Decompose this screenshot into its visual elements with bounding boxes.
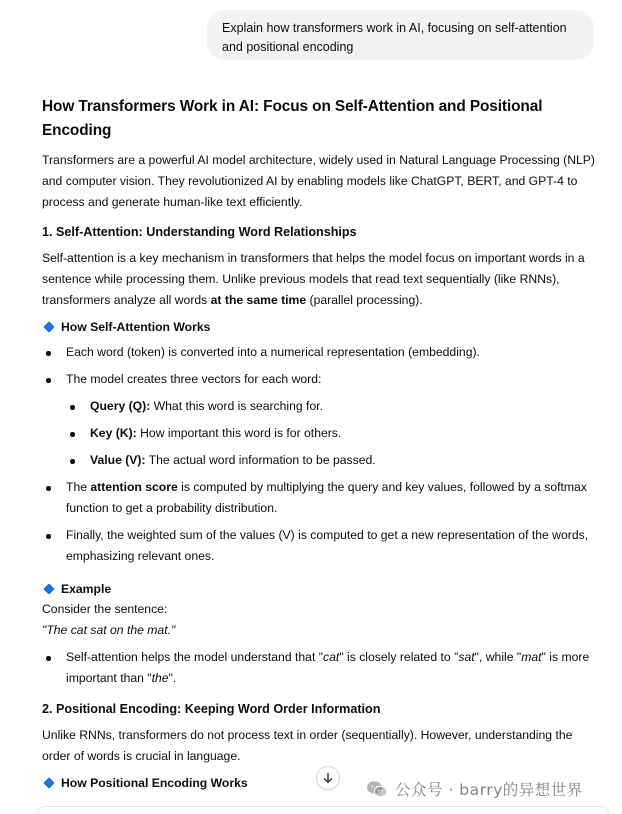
list-item-query: Query (Q): What this word is searching for. [66, 396, 598, 417]
list-item: The model creates three vectors for each word: Query (Q): What this word is searching for. Key (K): How important this word is for others. Value (V): The actual word information to be passed. [42, 369, 598, 471]
arrow-down-icon [322, 772, 334, 784]
user-message-text: Explain how transformers work in AI, focusing on self-attention and positional encoding [222, 21, 567, 54]
list-item: Finally, the weighted sum of the values (V) is computed to get a new representation of the words, emphasizing relevant ones. [42, 525, 598, 567]
section2-paragraph: Unlike RNNs, transformers do not process text in order (sequentially). However, understanding the order of words is crucial in language. [42, 728, 573, 763]
example-intro: Consider the sentence: [42, 602, 168, 616]
how-positional-encoding-heading: How Positional Encoding Works [42, 773, 598, 793]
section1-heading: 1. Self-Attention: Understanding Word Relationships [42, 225, 357, 239]
section1-paragraph: Self-attention is a key mechanism in transformers that helps the model focus on important words in a sentence while processing them. Unlike previous models that read text sequentially (like RNNs), transformers analyze all words at the same time (parallel processing). [42, 251, 585, 307]
intro-paragraph: Transformers are a powerful AI model architecture, widely used in Natural Language Processing (NLP) and computer vision. They revolutionized AI by enabling models like ChatGPT, BERT, and GPT-4 to process and generate human-like text efficiently. [42, 153, 595, 209]
list-item: The attention score is computed by multiplying the query and key values, followed by a softmax function to get a probability distribution. [42, 477, 598, 519]
self-attention-steps-list [42, 342, 598, 567]
watermark [366, 776, 583, 802]
user-message-bubble [207, 10, 594, 60]
qkv-sublist [66, 396, 598, 471]
watermark-text: 公众号 · barry的异想世界 [395, 781, 583, 799]
blue-diamond-icon [43, 583, 54, 594]
list-item: Each word (token) is converted into a numerical representation (embedding). [42, 342, 598, 363]
section2-heading: 2. Positional Encoding: Keeping Word Order Information [42, 702, 381, 716]
blue-diamond-icon [43, 321, 54, 332]
scroll-to-bottom-button[interactable] [316, 766, 340, 790]
blue-diamond-icon [43, 777, 54, 788]
message-composer[interactable] [36, 806, 610, 814]
list-item-value: Value (V): The actual word information to be passed. [66, 450, 598, 471]
wechat-icon [366, 780, 388, 798]
example-list [42, 647, 598, 689]
list-item: Self-attention helps the model understand that "cat" is closely related to "sat", while "mat" is more important than "the". [42, 647, 598, 689]
example-heading: Example [42, 579, 598, 599]
example-sentence: "The cat sat on the mat." [42, 623, 176, 637]
assistant-response [42, 95, 598, 798]
response-title: How Transformers Work in AI: Focus on Self-Attention and Positional Encoding [42, 98, 543, 139]
list-item-key: Key (K): How important this word is for others. [66, 423, 598, 444]
how-self-attention-heading: How Self-Attention Works [42, 317, 598, 337]
